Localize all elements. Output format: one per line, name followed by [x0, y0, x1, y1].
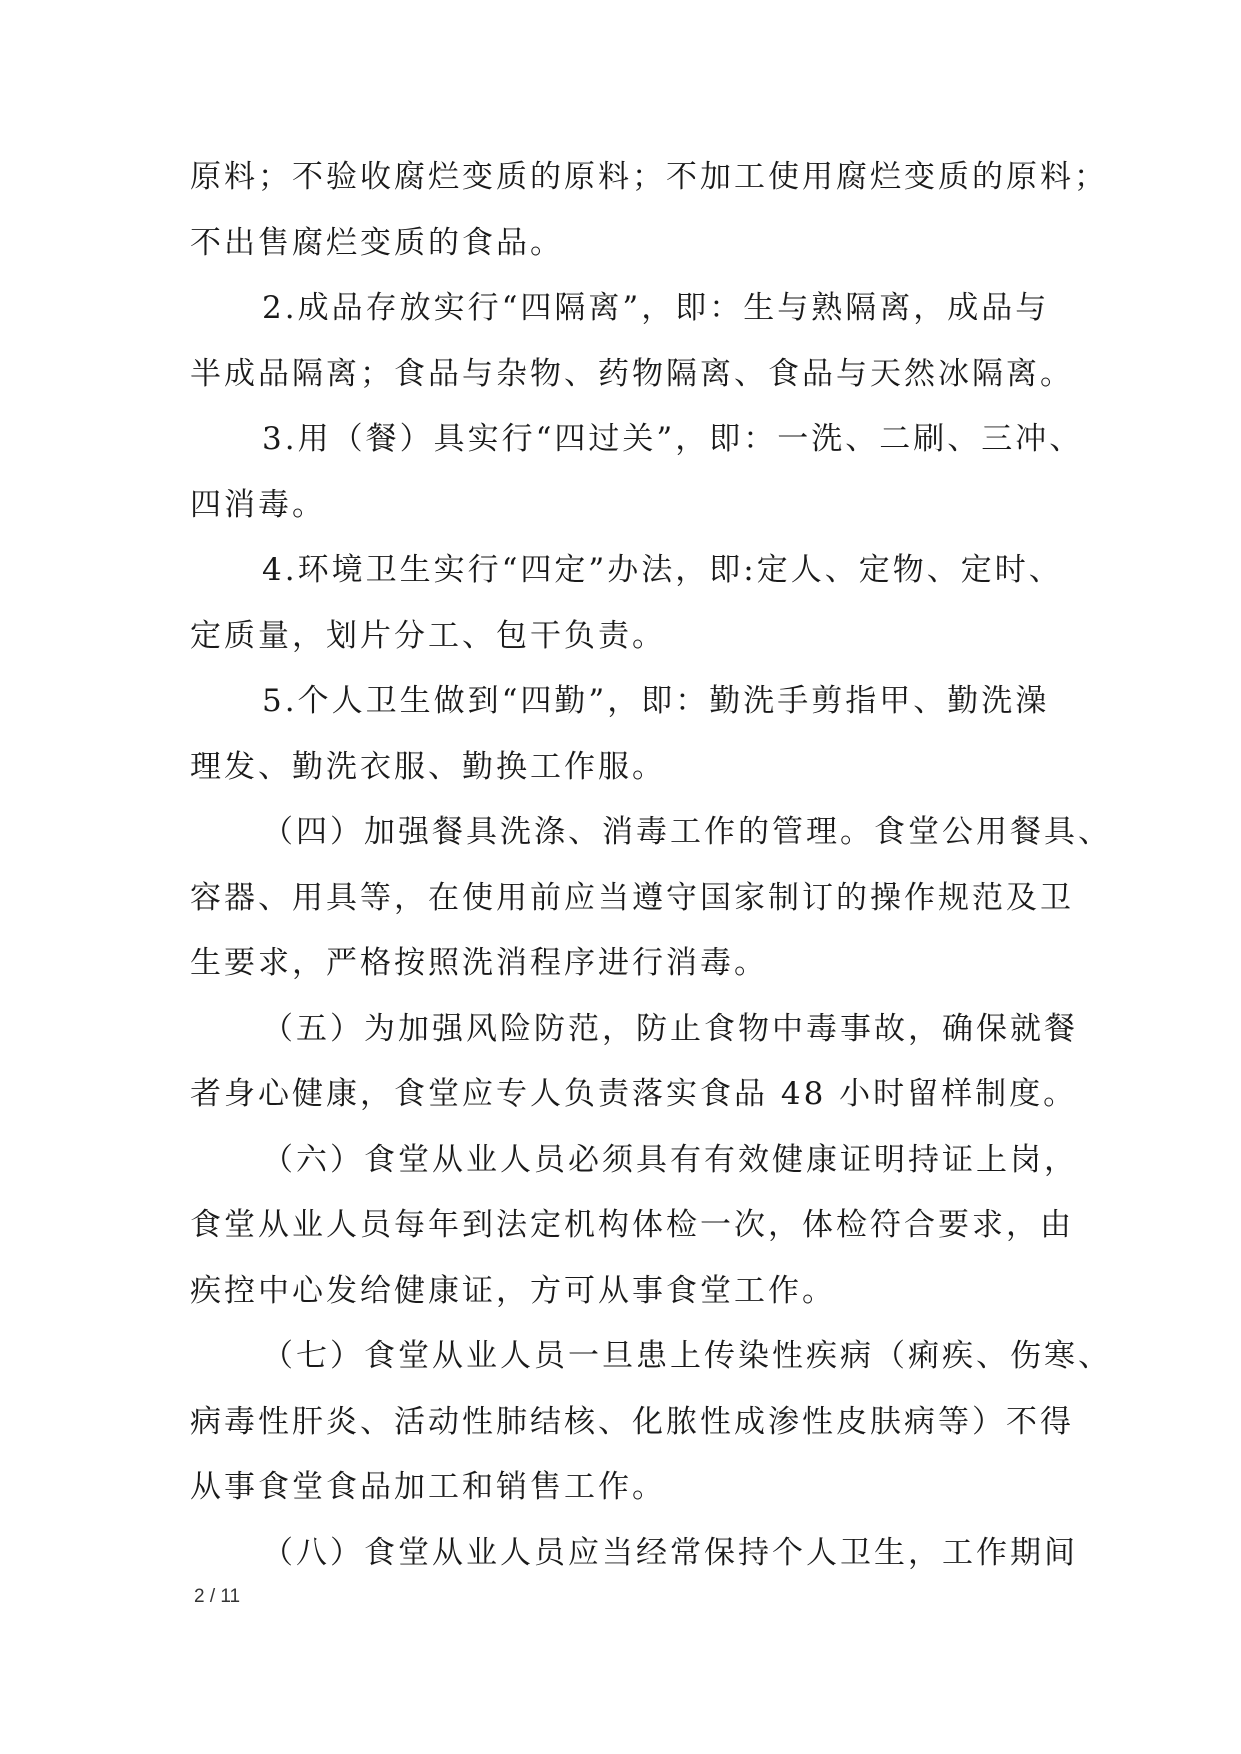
- text-line: 不出售腐烂变质的食品。: [190, 224, 564, 261]
- text-line: 四消毒。: [190, 486, 326, 523]
- text-line: 2.成品存放实行“四隔离”，即：生与熟隔离，成品与: [262, 290, 1050, 326]
- text-line: 生要求，严格按照洗消程序进行消毒。: [190, 945, 768, 981]
- text-line: 理发、勤洗衣服、勤换工作服。: [190, 748, 666, 785]
- text-line: 半成品隔离；食品与杂物、药物隔离、食品与天然冰隔离。: [190, 355, 1074, 392]
- text-line: 疾控中心发给健康证，方可从事食堂工作。: [190, 1272, 836, 1309]
- text-line: 定质量，划片分工、包干负责。: [190, 617, 666, 654]
- text-line: 病毒性肝炎、活动性肺结核、化脓性成渗性皮肤病等）不得: [190, 1403, 1074, 1440]
- text-line: （五）为加强风险防范，防止食物中毒事故，确保就餐: [262, 1010, 1078, 1047]
- text-line: （七）食堂从业人员一旦患上传染性疾病（痢疾、伤寒、: [262, 1338, 1112, 1374]
- page-number: 2 / 11: [194, 1586, 241, 1607]
- text-line: 原料；不验收腐烂变质的原料；不加工使用腐烂变质的原料；: [190, 159, 1108, 195]
- text-line: （四）加强餐具洗涤、消毒工作的管理。食堂公用餐具、: [262, 814, 1112, 850]
- text-line: 3.用（餐）具实行“四过关”，即：一洗、二刷、三冲、: [262, 421, 1084, 457]
- text-line: （八）食堂从业人员应当经常保持个人卫生，工作期间: [262, 1534, 1078, 1571]
- text-line: 食堂从业人员每年到法定机构体检一次，体检符合要求，由: [190, 1207, 1074, 1243]
- text-line: （六）食堂从业人员必须具有有效健康证明持证上岗，: [262, 1141, 1078, 1178]
- text-line: 从事食堂食品加工和销售工作。: [190, 1469, 666, 1505]
- body-text: [190, 145, 1112, 1586]
- text-line: 4.环境卫生实行“四定”办法，即:定人、定物、定时、: [262, 552, 1063, 588]
- text-line: 5.个人卫生做到“四勤”，即：勤洗手剪指甲、勤洗澡: [262, 683, 1050, 719]
- text-line: 者身心健康，食堂应专人负责落实食品 48 小时留样制度。: [190, 1076, 1078, 1112]
- text-line: 容器、用具等，在使用前应当遵守国家制订的操作规范及卫: [190, 879, 1074, 916]
